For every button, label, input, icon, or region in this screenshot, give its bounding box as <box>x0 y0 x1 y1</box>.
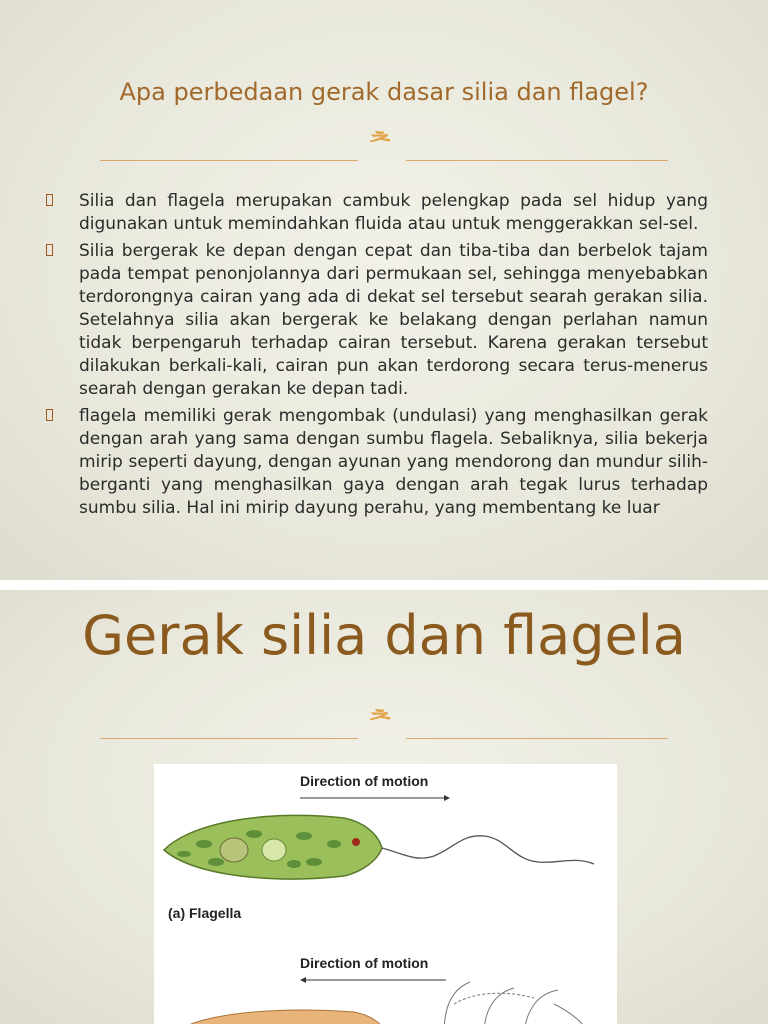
direction-label-top: Direction of motion <box>300 773 429 789</box>
bullet-icon <box>46 194 53 206</box>
bullet-item <box>46 240 708 401</box>
divider-left <box>100 160 358 161</box>
slide-gap <box>0 580 768 590</box>
bullet-item <box>46 190 708 236</box>
slide-2-title: Gerak silia dan flagela <box>82 604 686 667</box>
slide-2 <box>0 590 768 1024</box>
divider-right <box>406 160 668 161</box>
bullet-list <box>46 190 708 524</box>
bullet-icon <box>46 244 53 256</box>
ornament-icon: ᄎ <box>366 707 394 740</box>
flagellum-icon <box>382 836 594 864</box>
cilium-beat-diagram <box>444 982 590 1024</box>
arrowhead-right-icon <box>444 795 450 801</box>
flagella-cilia-figure <box>154 764 617 1024</box>
ornament-icon: ᄎ <box>366 129 394 162</box>
paramecium-icon <box>174 1010 386 1024</box>
euglena-icon <box>164 815 382 879</box>
bullet-text: flagela memiliki gerak mengombak (undulasi) yang menghasilkan gerak dengan arah yang sama dengan sumbu flagela. Sebaliknya, silia bekerja mirip seperti dayung, dengan ayunan yang mendorong dan mundur silih-berganti yang menghasilkan gaya dengan arah tegak lurus terhadap sumbu silia. Hal ini mirip dayung perahu, yang membentang ke luar <box>79 406 708 518</box>
divider-left <box>100 738 358 739</box>
figure-caption-a: (a) Flagella <box>168 905 242 921</box>
divider-right <box>406 738 668 739</box>
direction-label-bottom: Direction of motion <box>300 955 429 971</box>
arrowhead-left-icon <box>300 977 306 983</box>
slide-1-title: Apa perbedaan gerak dasar silia dan flagel? <box>119 78 649 106</box>
figure-illustration <box>154 764 617 1024</box>
bullet-item <box>46 405 708 520</box>
bullet-icon <box>46 409 53 421</box>
bullet-text: Silia dan flagela merupakan cambuk pelengkap pada sel hidup yang digunakan untuk memindahkan fluida atau untuk menggerakkan sel-sel. <box>79 191 708 234</box>
bullet-text: Silia bergerak ke depan dengan cepat dan tiba-tiba dan berbelok tajam pada tempat penonjolannya dari permukaan sel, sehingga menyebabkan terdorongnya cairan yang ada di dekat sel tersebut searah gerakan silia. Setelahnya silia akan bergerak ke belakang dengan perlahan namun tidak berpengaruh terhadap cairan tersebut. Karena gerakan tersebut dilakukan berkali-kali, cairan pun akan terdorong secara terus-menerus searah dengan gerakan ke depan tadi. <box>79 241 708 399</box>
